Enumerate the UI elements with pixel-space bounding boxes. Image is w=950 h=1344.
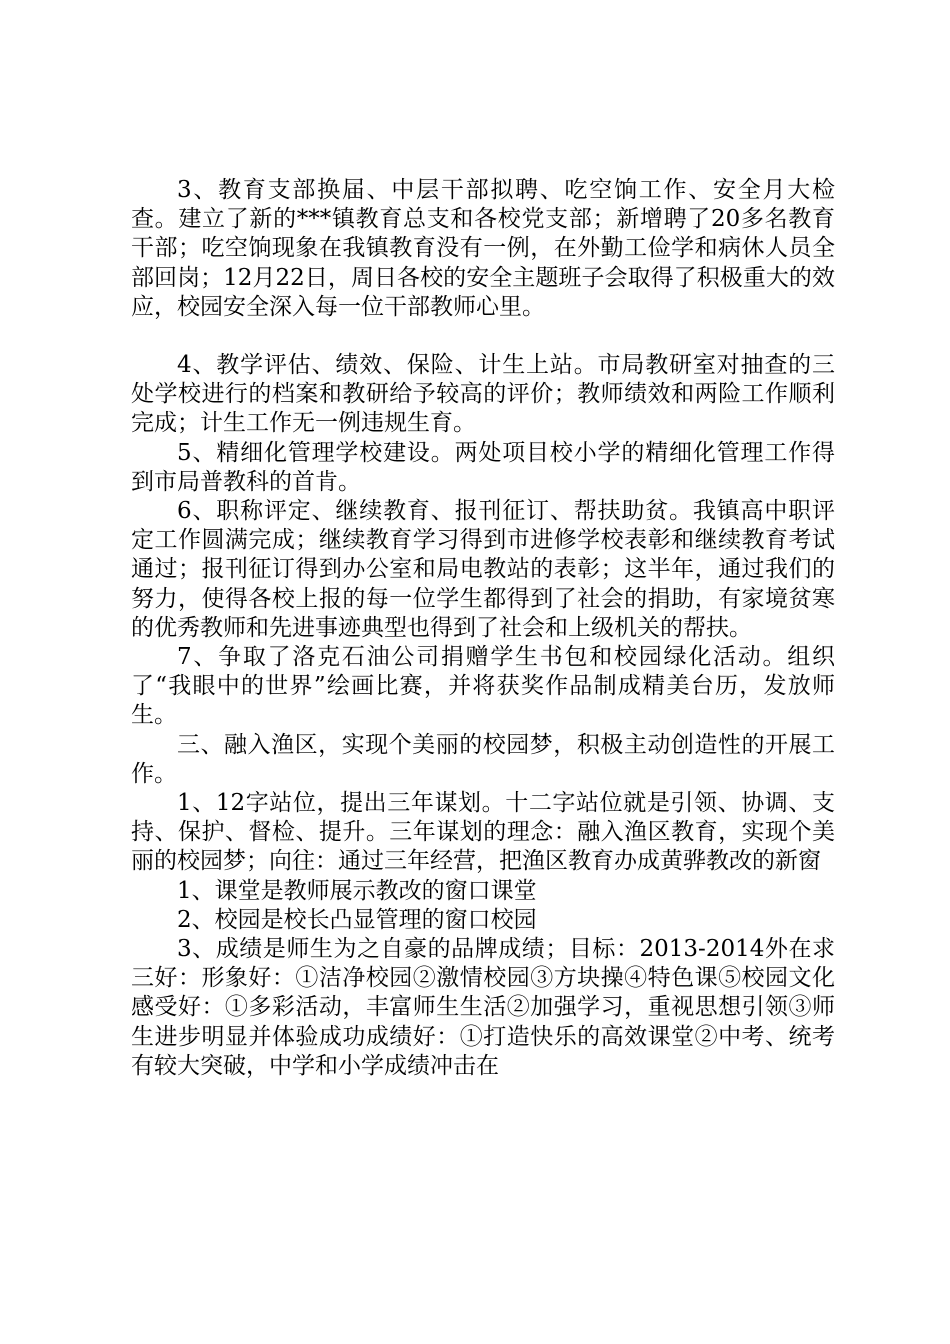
paragraph-item-4: 4、教学评估、绩效、保险、计生上站。市局教研室对抽查的三处学校进行的档案和教研给予较高的评价；教师绩效和两险工作顺利完成；计生工作无一例违规生育。 xyxy=(131,352,835,437)
paragraph-gap xyxy=(131,322,835,351)
section-heading-three: 三、融入渔区，实现个美丽的校园梦，积极主动创造性的开展工作。 xyxy=(131,731,835,787)
paragraph-item-3: 3、教育支部换届、中层干部拟聘、吃空饷工作、安全月大检查。建立了新的***镇教育总支和各校党支部；新增聘了20多名教育干部；吃空饷现象在我镇教育没有一例，在外勤工俭学和病休人员全部回岗；12月22日，周日各校的安全主题班子会取得了积极重大的效应，校园安全深入每一位干部教师心里。 xyxy=(131,177,835,320)
document-page xyxy=(131,176,835,1081)
paragraph-item-6: 6、职称评定、继续教育、报刊征订、帮扶助贫。我镇高中职评定工作圆满完成；继续教育学习得到市进修学校表彰和继续教育考试通过；报刊征订得到办公室和局电教站的表彰；这半年，通过我们的努力，使得各校上报的每一位学生都得到了社会的捐助，有家境贫寒的优秀教师和先进事迹典型也得到了社会和上级机关的帮扶。 xyxy=(131,498,835,641)
paragraph-plan: 1、12字站位，提出三年谋划。十二字站位就是引领、协调、支持、保护、督检、提升。三年谋划的理念：融入渔区教育，实现个美丽的校园梦；向往：通过三年经营，把渔区教育办成黄骅教改的新窗 xyxy=(131,790,835,875)
paragraph-campus: 2、校园是校长凸显管理的窗口校园 xyxy=(177,906,537,933)
paragraph-classroom: 1、课堂是教师展示教改的窗口课堂 xyxy=(177,877,537,904)
paragraph-item-5: 5、精细化管理学校建设。两处项目校小学的精细化管理工作得到市局普教科的首肯。 xyxy=(131,439,835,495)
paragraph-results: 3、成绩是师生为之自豪的品牌成绩；目标：2013-2014外在求三好：形象好：①洁净校园②激情校园③方块操④特色课⑤校园文化感受好：①多彩活动，丰富师生生活②加强学习，重视思想引领③师生进步明显并体验成功成绩好：①打造快乐的高效课堂②中考、统考有较大突破，中学和小学成绩冲击在 xyxy=(131,936,835,1079)
paragraph-item-7: 7、争取了洛克石油公司捐赠学生书包和校园绿化活动。组织了“我眼中的世界”绘画比赛，并将获奖作品制成精美台历，发放师生。 xyxy=(131,644,835,729)
